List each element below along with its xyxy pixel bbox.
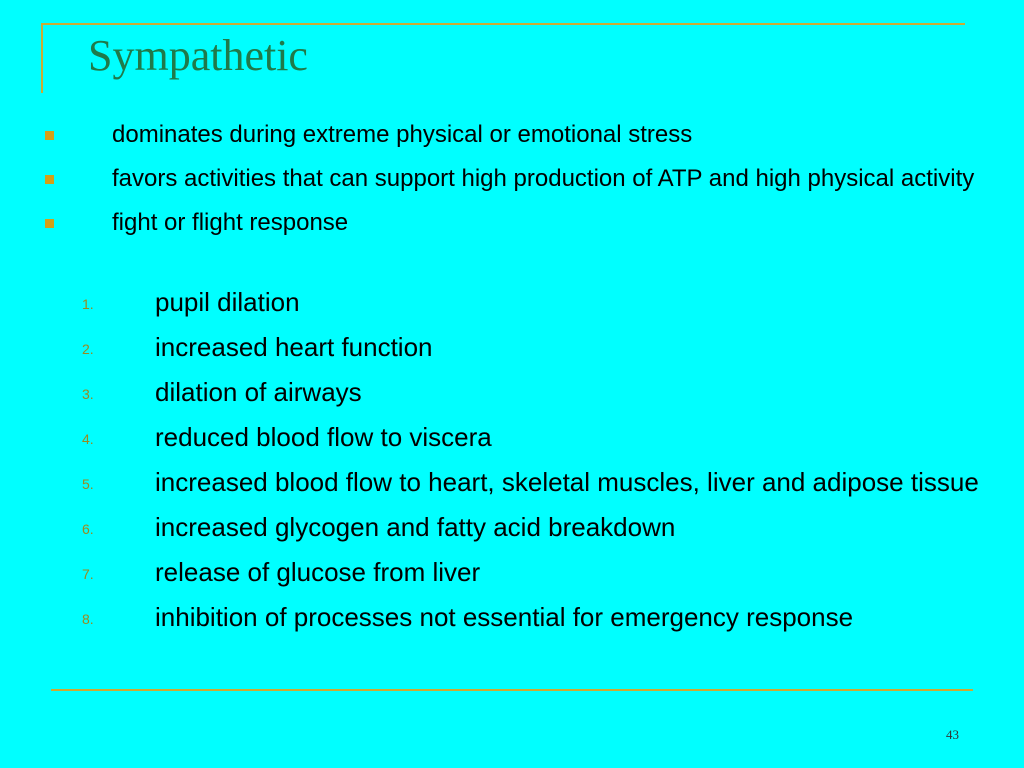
bullet-item bbox=[0, 206, 982, 240]
page-number: 43 bbox=[946, 727, 959, 742]
left-rule bbox=[41, 23, 43, 93]
numbered-item bbox=[0, 554, 1000, 590]
item-text: reduced blood flow to viscera bbox=[155, 422, 492, 452]
numbered-item bbox=[0, 284, 1000, 320]
bullet-list bbox=[0, 118, 1024, 250]
item-text: release of glucose from liver bbox=[155, 557, 481, 587]
item-number: 4. bbox=[82, 431, 94, 447]
item-number: 2. bbox=[82, 341, 94, 357]
numbered-item bbox=[0, 509, 1000, 545]
bullet-item bbox=[0, 118, 982, 152]
item-text: dilation of airways bbox=[155, 377, 362, 407]
bullet-item bbox=[0, 162, 982, 196]
slide-title: Sympathetic bbox=[88, 31, 308, 80]
numbered-list bbox=[0, 284, 1024, 644]
item-text: pupil dilation bbox=[155, 287, 300, 317]
numbered-item bbox=[0, 374, 1000, 410]
item-number: 3. bbox=[82, 386, 94, 402]
item-text: inhibition of processes not essential for emergency response bbox=[155, 602, 854, 632]
item-number: 6. bbox=[82, 521, 94, 537]
item-text: increased blood flow to heart, skeletal muscles, liver and adipose tissue bbox=[155, 467, 979, 497]
item-number: 5. bbox=[82, 476, 94, 492]
item-text: increased heart function bbox=[155, 332, 433, 362]
item-number: 1. bbox=[82, 296, 94, 312]
bullet-text: favors activities that can support high production of ATP and high physical activity bbox=[112, 165, 975, 192]
item-text: increased glycogen and fatty acid breakdown bbox=[155, 512, 676, 542]
square-bullet-icon bbox=[45, 131, 54, 140]
item-number: 8. bbox=[82, 611, 94, 627]
bottom-rule bbox=[51, 689, 973, 691]
numbered-item bbox=[0, 599, 1000, 635]
bullet-text: dominates during extreme physical or emotional stress bbox=[112, 121, 693, 148]
numbered-item bbox=[0, 419, 1000, 455]
numbered-item bbox=[0, 464, 1000, 500]
top-rule bbox=[41, 23, 965, 25]
bullet-text: fight or flight response bbox=[112, 209, 349, 236]
square-bullet-icon bbox=[45, 175, 54, 184]
numbered-item bbox=[0, 329, 1000, 365]
square-bullet-icon bbox=[45, 219, 54, 228]
item-number: 7. bbox=[82, 566, 94, 582]
